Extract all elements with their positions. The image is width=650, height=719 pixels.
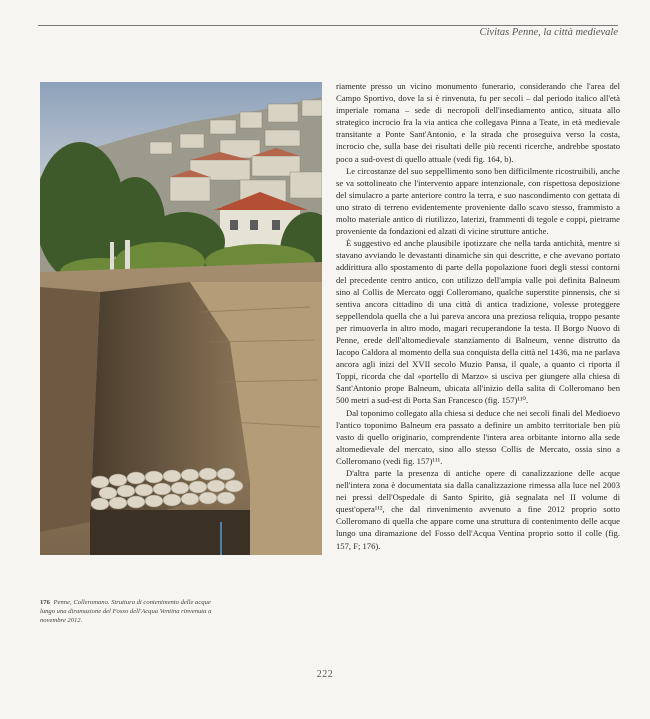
body-paragraph: riamente presso un vicino monumento funerario, considerando che l'area del Campo Sportivo, dove la si è rinvenuta, fu per secoli – dal periodo italico all'età imperiale romana – sede di necropoli dell'insediamento antico, situata allo strategico incrocio fra la via antica che collegava Pinna a Teate, in età medievale transitante a Ponte Sant'Antonio, e la strada che proseguiva verso la costa, incrocio che, sulla base dei risultati delle più recenti ricerche, andrebbe spostato poco a sud-ovest di quello attuale (vedi fig. 164, b).	[336, 81, 620, 164]
body-paragraph: Le circostanze del suo seppellimento sono ben difficilmente ricostruibili, anche se va sottolineato che l'intervento appare intenzionale, con rispettosa deposizione del simulacro a parte anteriore contro la terra, e suo nascondimento con gettata di uno strato di terreno evidentemente proveniente dallo scavo stesso, frammisto a molto materiale antico di riutilizzo, laterizi, frammenti di tegole e coppi, pietrame proveniente da fondazioni ed alzati di vicine strutture antiche.	[336, 165, 620, 237]
running-title: Civitas Penne, la città medievale	[479, 27, 618, 38]
figure-number: 176	[40, 599, 50, 606]
body-paragraph: D'altra parte la presenza di antiche opere di canalizzazione delle acque nell'intera zona è documentata sia dalla canalizzazione rimessa alla luce nel 2003 nei pressi dell'Ospedale di Santo Spirito, già segnalata nel II volume di quest'opera¹¹², che dal rinvenimento avvenuto a fine 2012 proprio sotto Colleromano di quella che appare come una struttura di contenimento delle acque lungo una diramazione del Fosso dell'Acqua Ventina proprio sotto il colle (fig. 157, F; 176).	[336, 468, 620, 551]
page-number: 222	[316, 669, 334, 680]
body-paragraph: Dal toponimo collegato alla chiesa si deduce che nei secoli finali del Medioevo l'antico toponimo Balneum era passato a definire un ambito territoriale ben più vasto di quello originario, comprendente l'intera area orbitante intorno alla sede altomedievale del mercato, sino allo stesso Collis de Mercato, ossia sino a Colleromano (vedi fig. 157)¹¹¹.	[336, 407, 620, 466]
figure-caption-text: Penne, Colleromano. Struttura di contenimento delle acque lungo una diramazione del Fosso dell'Acqua Ventina rinvenuta a novembre 2012.	[40, 599, 212, 624]
body-paragraph: È suggestivo ed anche plausibile ipotizzare che nella tarda antichità, mentre si stavano avviando le devastanti dinamiche sin qui descritte, e che avevano portato addirittura allo spostamento di parte della popolazione fuori degli stessi contorni del precedente centro antico, con utilizzo dell'ampia valle poi definita Balneum sino al Collis de Mercato oggi Colleromano, qualche superstite pinnensis, che si sentiva ancora cittadino di una città di antica tradizione, volesse proteggere seppellendola quella che a lui pareva ancora una preziosa reliquia, troppo pesante per rimuoverla in altro modo, magari recuperandone la testa. Il Borgo Nuovo di Penne, erede dell'altomedievale stanziamento di Balneum, venne distrutto da Iacopo Caldora al momento della sua conquista della città nel 1436, ma ne parlava ancora agli inizi del XVII secolo Muzio Pansa, il quale, a quanto ci riporta il Toppi, ricorda che dal «portello di Marzo» si usciva per giungere alla chiesa di Sant'Antonio prope Balneum, ubicata all'inizio della salita di Colleromano ben 500 metri a sud-est di Porta San Francesco (fig. 157)¹¹⁰.	[336, 238, 620, 406]
body-text-column	[336, 80, 620, 552]
excavation-photo	[40, 82, 322, 555]
figure-caption	[40, 598, 220, 625]
header-rule	[38, 25, 618, 26]
